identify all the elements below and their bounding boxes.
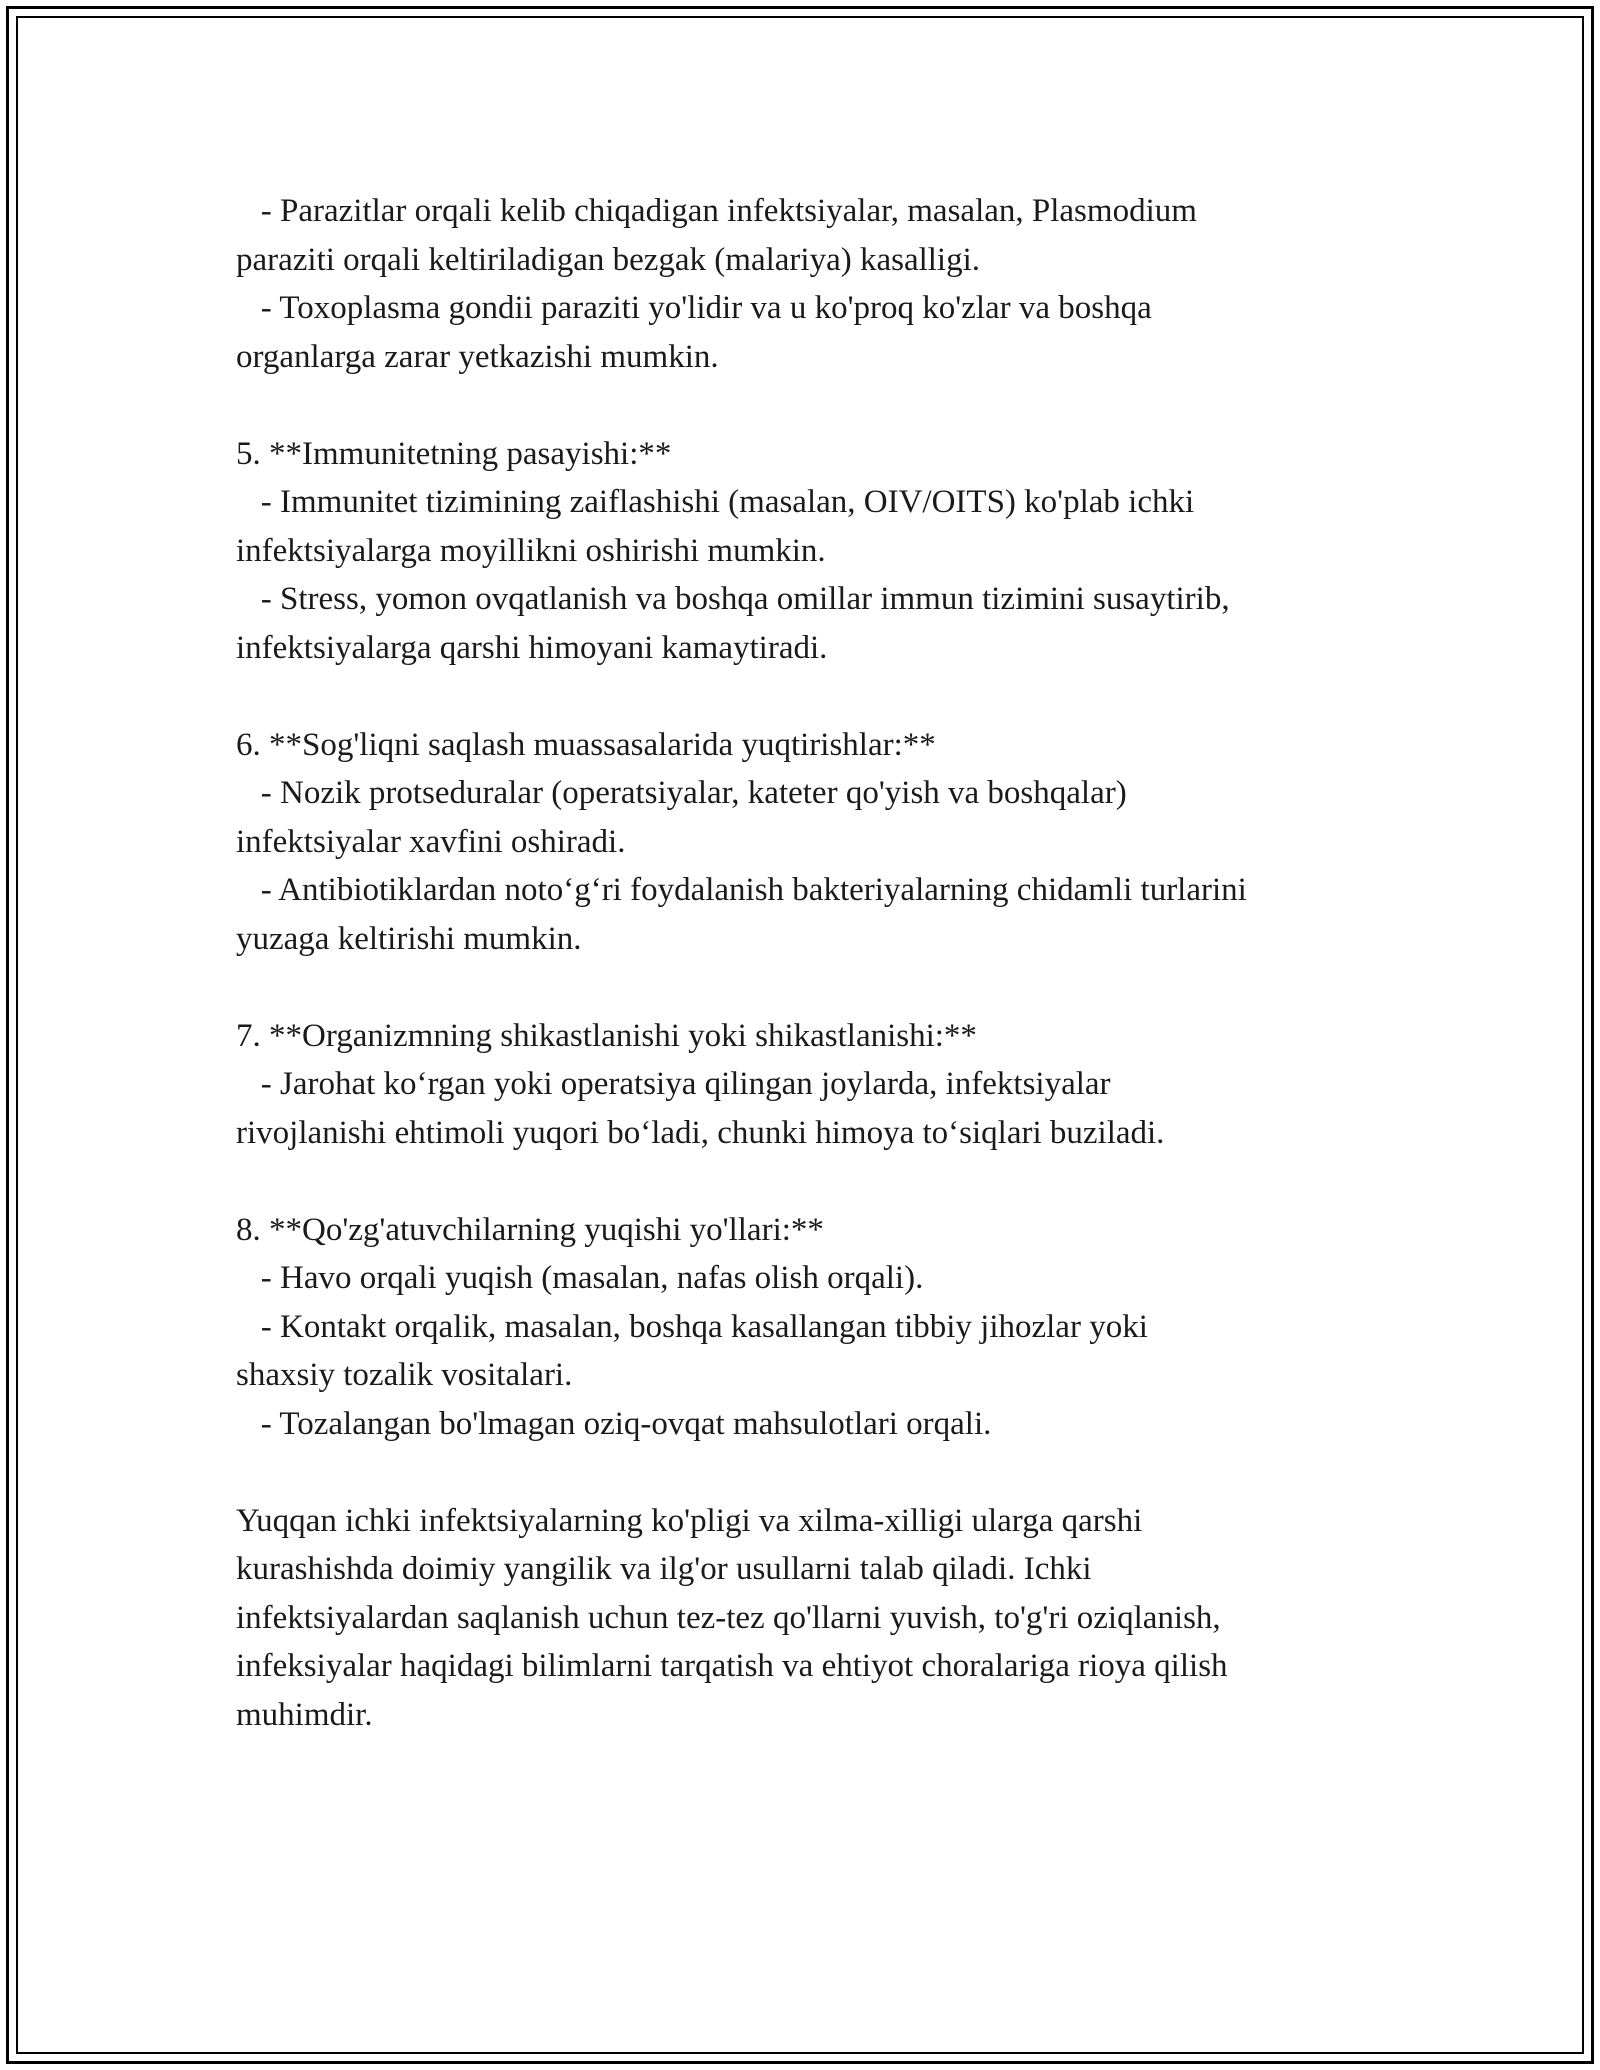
section-heading: 6. **Sog'liqni saqlash muassasalarida yuqtirishlar:** [236, 726, 936, 763]
text-line: yuzaga keltirishi mumkin. [236, 920, 582, 957]
text-line: infektsiyalarga moyillikni oshirishi mumkin. [236, 532, 826, 569]
text-line: - Kontakt orqalik, masalan, boshqa kasallangan tibbiy jihozlar yoki [236, 1308, 1148, 1345]
text-line: kurashishda doimiy yangilik va ilg'or usullarni talab qiladi. Ichki [236, 1551, 1092, 1587]
text-line: - Tozalangan bo'lmagan oziq-ovqat mahsulotlari orqali. [236, 1405, 992, 1442]
text-line: - Immunitet tizimining zaiflashishi (masalan, OIV/OITS) ko'plab ichki [236, 484, 1195, 520]
text-line: shaxsiy tozalik vositalari. [236, 1357, 573, 1393]
text-line: paraziti orqali keltiriladigan bezgak (malariya) kasalligi. [236, 241, 981, 278]
section-heading: 7. **Organizmning shikastlanishi yoki shikastlanishi:** [236, 1017, 977, 1054]
section-heading: 8. **Qo'zg'atuvchilarning yuqishi yo'llari:** [236, 1211, 824, 1248]
text-line: infeksiyalar haqidagi bilimlarni tarqatish va ehtiyot choralariga rioya qilish [236, 1648, 1228, 1684]
text-line: - Parazitlar orqali kelib chiqadigan infektsiyalar, masalan, Plasmodium [236, 193, 1197, 229]
paragraph-gap [236, 1157, 1416, 1206]
paragraph-gap [236, 963, 1416, 1012]
text-line: organlarga zarar yetkazishi mumkin. [236, 338, 719, 375]
paragraph-gap [236, 381, 1416, 430]
section-heading: 5. **Immunitetning pasayishi:** [236, 435, 672, 472]
text-line: Yuqqan ichki infektsiyalarning ko'pligi va xilma-xilligi ularga qarshi [236, 1502, 1143, 1539]
text-line: infektsiyalarga qarshi himoyani kamaytiradi. [236, 629, 828, 666]
text-line: - Jarohat ko‘rgan yoki operatsiya qilingan joylarda, infektsiyalar [236, 1066, 1111, 1102]
text-line: - Antibiotiklardan noto‘g‘ri foydalanish bakteriyalarning chidamli turlarini [236, 872, 1247, 908]
text-line: - Stress, yomon ovqatlanish va boshqa omillar immun tizimini susaytirib, [236, 581, 1230, 617]
text-line: muhimdir. [236, 1696, 373, 1733]
text-line: infektsiyalardan saqlanish uchun tez-tez qo'llarni yuvish, to'g'ri oziqlanish, [236, 1599, 1221, 1636]
paragraph-gap [236, 1448, 1416, 1497]
paragraph-gap [236, 672, 1416, 721]
text-line: - Nozik protseduralar (operatsiyalar, kateter qo'yish va boshqalar) [236, 775, 1127, 811]
text-line: - Toxoplasma gondii paraziti yo'lidir va u ko'proq ko'zlar va boshqa [236, 290, 1152, 326]
text-line: rivojlanishi ehtimoli yuqori bo‘ladi, chunki himoya to‘siqlari buziladi. [236, 1114, 1165, 1151]
document-body [236, 187, 1416, 1739]
text-line: infektsiyalar xavfini oshiradi. [236, 823, 626, 860]
text-line: - Havo orqali yuqish (masalan, nafas olish orqali). [236, 1260, 924, 1296]
